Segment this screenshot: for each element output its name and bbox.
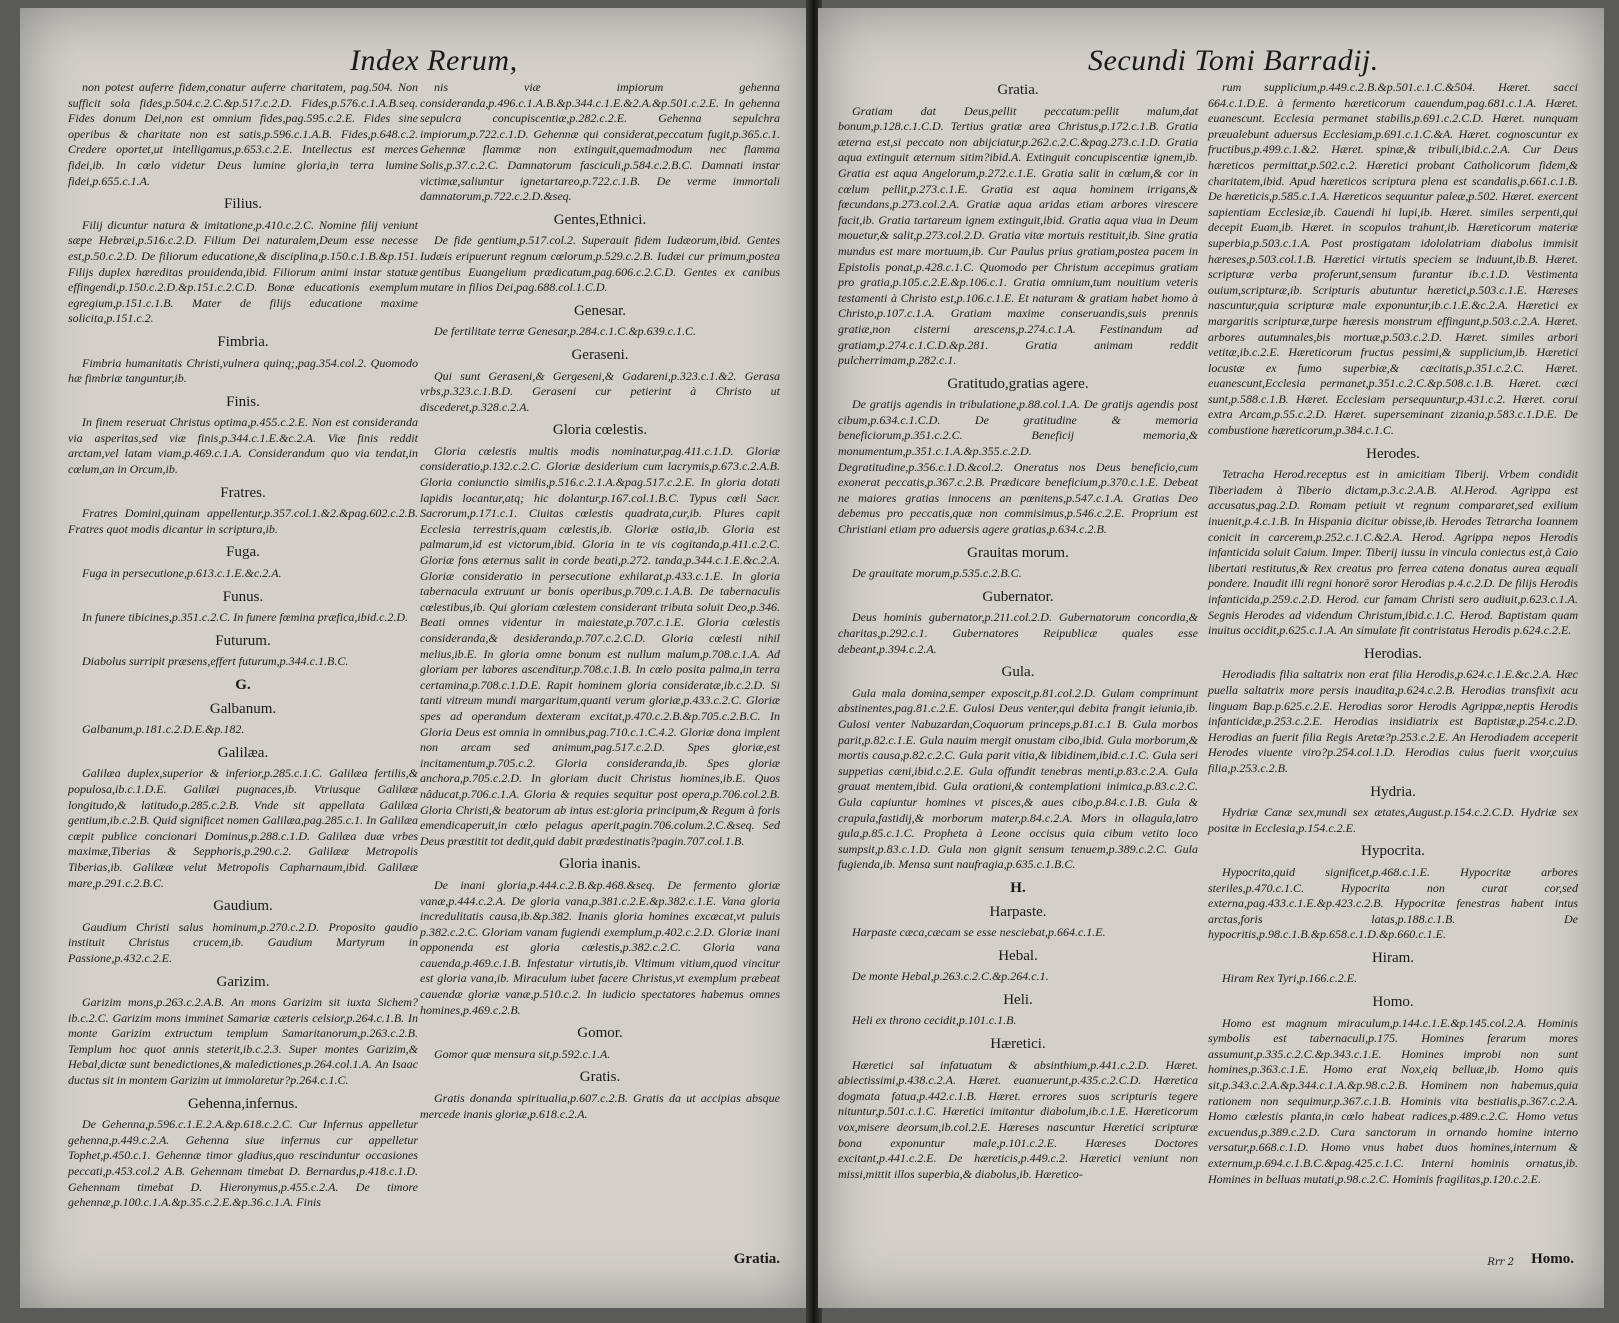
index-entry: [420, 1070, 780, 1122]
entry-text: Diabolus surripit præsens,effert futurum,p.344.c.1.B.C.: [82, 654, 349, 669]
entry-text: Fimbria humanitatis Christi,vulnera quinq;,pag.354.col.2. Quomodo hæ fimbriæ tanguntur,ib.: [68, 355, 418, 386]
entry-text: rum supplicium,p.449.c.2.B.&p.501.c.1.C.&504. Hæret. sacci 664.c.1.D.E. à fermento hæreticorum cauendum,pag.681.c.1.A. Hæret. euanescunt. Ecclesia permanet stabilis,p.691.c.2.C.D. Hæret. nunquam præualebunt aduersus Ecclesiam,p.691.c.1.C.&A. Hæret. cognoscuntur ex fructibus,p.499.c.1.&2. Hæret. spinæ,& tribuli,ibid.c.2.A. Cur Deus hæreticos permittat,p.502.c.2. Hæretici probant Catholicorum fidem,& charitatem,ibid. Apud hæreticos scriptura plena est scandalis,p.661.c.1.B. De hæreticis,p.585.c.1.A. Hæreticos sequuntur paleæ,p.502. Hæret. exercent sapientiam Ecclesiæ,ib. Cauendi hi lupi,ib. Hæret. similes serpenti,qui decepit Euam,ib. Hæret. in scopulos trahunt,ib. Hæreticorum materiæ superbia,p.503.c.1.A. Post prostigatam idololatriam diabolus immisit hæreses,p.503.col.1.B. Hæretici virtutis speciem se induunt,ib.B. Hæret. scripturæ verba proferunt,sensum furantur ib.c.1.D. Vestimenta ouium,scripturæ,ib. Scripturis abutuntur hæretici,p.503.c.1.E. Hæreses nascuntur,quia scripturæ male exponuntur,ib.c.1.E.&c.2.A. Hæretici ex margaritis scripturæ,turpe hæresis monstrum effingunt,p.503.c.2.A. Hæret. arbores autumnales,bis mortuæ,p.503.c.2.D. Hæret. similes arbori vetitæ,ib.c.2.E. Hæreticorum fructus pessimi,& supplicium,ib. Hæretici locustæ ex fumo superbiæ,& cæcitatis,p.351.c.2.C. Hæret. euanescunt,Ecclesia permanet,p.351.c.2.C.&p.508.c.1.B. Hæret. cæci sunt,p.588.c.1.B. Hæret. Ecclesiam persequuntur,p.431.c.2. Hæret. corui extra Arcam,p.55.c.2.D. Hæret. superseminant zizania,p.583.c.1.D.E. De combustione hæreticorum,p.384.c.1.C.: [1208, 80, 1578, 438]
entry-text: Gratis donanda spiritualia,p.607.c.2.B. Gratis da ut accipias absque mercede inanis gloriæ,p.618.c.2.A.: [420, 1091, 780, 1121]
entry-text: Garizim mons,p.263.c.2.A.B. An mons Garizim sit iuxta Sichem?ib.c.2.C. Garizim mons imminet Samariæ cæteris celsior,p.264.c.1.B. In monte Garizim extructum templum Samaritanorum,p.263.c.2.B. Templum hoc quot annis steterit,ib.c.2.3. Super montes Garizim,& Hebal,dictæ sunt benedictiones,& maledictiones,p.264.col.1.A. An Isaac ductus sit in montem Garizim ut immolaretur?p.264.c.1.C.: [68, 995, 418, 1088]
index-entry: [1208, 844, 1578, 943]
entry-heading: Gomor.: [577, 1025, 623, 1042]
catchword-left: Gratia.: [733, 1251, 780, 1267]
entry-heading: H.: [1010, 879, 1026, 896]
index-entry: [838, 590, 1198, 657]
entry-heading: Gentes,Ethnici.: [553, 211, 647, 228]
entry-text: nis viæ impiorum gehenna consideranda,p.496.c.1.A.B.&p.344.c.1.E.&2.A.&p.501.c.2.E. In gehenna sepulcra concupiscentiæ,p.282.c.2.E. Gehenna sepulchra impiorum,p.722.c.1.D. Gehennæ qui considerat,peccatum fugit,p.365.c.1. Gehennæ flammæ non extinguit,quemadmodum nec flamma Solis,p.37.c.2.C. Damnatorum fasciculi,p.584.c.2.B.C. Damnati instar victimæ,saliuntur ignetartareo,p.722.c.1.B. De verme immortali damnatorum,p.722.c.2.D.&seq.: [420, 80, 780, 204]
index-entry: [420, 348, 780, 415]
index-entry: [68, 634, 418, 670]
right-column-1: [838, 80, 1198, 1190]
entry-heading: Hypocrita.: [1361, 843, 1425, 860]
index-entry: [68, 1097, 418, 1211]
index-entry: [420, 423, 780, 849]
left-page: [20, 8, 810, 1308]
index-entry: [68, 395, 418, 478]
entry-heading: Gehenna,infernus.: [188, 1095, 298, 1112]
entry-heading: Heli.: [1003, 991, 1033, 1008]
index-entry: [838, 83, 1198, 369]
entry-text: Gloria cœlestis multis modis nominatur,pag.411.c.1.D. Gloriæ consideratio,p.132.c.2.C. Gloriæ desiderium cum lacrymis,p.673.c.2.A.B. Gloria coniunctio similis,p.516.c.2.1.A.&pag.517.c.2.E. In gloria dotati lapidis locantur,atq; hic dolantur,p.167.col.1.B.C. Typus cœli Sacr. Sacrorum,p.171.c.1. Ciuitas cœlestis quadrata,cur,ib. Plures capit Ecclesia terrestris,quam cœlestis,ib. Gloriæ ostia,ib. Gloria est palmarum,id est victorum,ibid. Gloria in te vis cogitanda,p.411.c.2.C. Gloriæ fons æternus salit in corde beati,p.272. tanda,p.344.c.1.E.&c.2.A. Gloriæ consideratio in persecutione exhilarat,p.433.c.1.E. In gloria tabernacula extruunt ur bonis operibus,p.709.c.1.A.B. De tabernaculis cœlestibus,ib. Qui gloriam cœlestem considerant tributa soluit Deo,p.346. Beati omnes videntur in maiestate,p.707.c.1.E. Gloria cœlestis consideranda,& desideranda,p.707.c.2.C.D. Gloria cœlesti nihil melius,ib.E. In gloria omne bonum est nullum malum,p.708.c.1.A. Ad gloriam per labores ascenditur,p.708.c.1.B. In cœlo posita palma,in terra certamina,p.708.c.1.D.E. Rapit hominem gloria consideratæ,ib.c.2.D. Si tanti vitreum mundi margaritum,quanti verum gloriæ,p.433.c.2.C. Gloriæ spes ad operandum dexteram excitat,p.470.c.2.B.&p.705.c.2.B.C. In Gloria Deus est omnia in omnibus,pag.710.c.1.C.4.2. Gloriæ dona implent non arcam sed animum,pag.517.c.2.D. Spes gloriæ,est incitamentum,p.705.c.2. Gloria consideranda,ib. Spes gloriæ anchora,p.705.c.2.D. In gloriam ducit Christus homines,ib.E. Quos nâducat,p.706.c.1.A. Gloria & requies sequitur post opera,p.706.col.2.B. Gloria Christi,& beatorum ab intus est:gloria principum,& Regum à foris emendicaperuit,in cœlo pelagus aperit,pagin.706.colum.2.C.&seq. Sed Deus præstitit tot dedit,quid dabit prædestinatis?pagin.707.col.1.B.: [420, 443, 780, 848]
entry-text: De Gehenna,p.596.c.1.E.2.A.&p.618.c.2.C. Cur Infernus appelletur gehenna,p.449.c.2.A. Gehenna siue infernus cur appelletur Tophet,p.450.c.1. Gehennæ timor gladius,quo rescinduntur occasiones peccati,p.453.col.2 A.B. Gehennam timebat D. Bernardus,p.418.c.1.D. Gehennam timebat D. Hieronymus,p.455.c.2.A. De timore gehennæ,p.100.c.1.A.&p.35.c.2.E.&p.36.c.1.A. Finis: [68, 1117, 418, 1210]
signature-mark: Rrr 2: [1487, 1257, 1514, 1268]
index-entry: [1208, 80, 1578, 439]
index-entry: [1208, 647, 1578, 777]
index-entry: [1208, 785, 1578, 837]
entry-text: Gratiam dat Deus,pellit peccatum:pellit malum,dat bonum,p.128.c.1.C.D. Tertius gratiæ area Christus,p.172.c.1.B. Gratia æterna est,si peccato non abijciatur,p.262.c.2.C.&pag.273.c.1.D. Gratia aqua extinguit æternum sitim?ibid.A. Extinguit concupiscentiæ ignem,ib. Gratia est aqua Angelorum,p.272.c.1.E. Gratia salit in cœlum,& cor in cœlum pellit,p.273.c.1.E. Gratia est aqua hominem irrigans,& fœcundans,p.273.col.2.A. Gratiæ aqua aridas etiam arbores virescere facit,ib. Gratia tartareum ignem extinguit,ibid. Gratia aqua viua in Deum mouetur,& salit,p.273.col.2.D. Gratia vitæ mortuis restituit,ib. Sine gratia mundus est mare mortuum,ib. Cur Paulus prius gratiam,postea pacem in Epistolis ponat,p.428.c.1.C. Quomodo per Christum accepimus gratiam pro gratia,p.105.c.2.E.&p.106.c.1. Gratia omnium,tum nouitium veteris testamenti à Christo est,p.106.c.1.E. Et naturam & gratiam habet homo à Christo,p.107.c.1.A. Gratiam maxime conseruandis,suis prennis gratiæ,non cisterni arescens,p.274.c.1.A. Festinandum ad gratiam,p.274.c.1.C.D.&p.281. Gratia animam reddit pulcherrimam,p.282.c.1.: [838, 103, 1198, 368]
entry-heading: Genesar.: [573, 302, 627, 319]
entry-text: De inani gloria,p.444.c.2.B.&p.468.&seq. De fermento gloriæ vanæ,p.444.c.2.A. De gloria vana,p.381.c.2.E.&p.382.c.1.E. Vana gloria incredulitatis causa,ib.&p.382. Inanis gloria homines excæcat,vt puluis p.382.c.2.C. Gloriam vanam fugiendi exemplum,p.402.c.2.D. Gloriæ inani opponenda est gloria cœlestis,p.382.c.2.C. Gloria vana cauenda,p.469.c.1.B. Infestatur virtutis,ib. Vltimum vitium,quod vincitur est gloria vana,ib. Miraculum iubet facere Christus,vt exemplum præbeat cauendæ gloriæ vanæ,p.510.c.2. In iudicio spectatores habemus omnes homines,p.469.c.2.B.: [420, 877, 780, 1017]
entry-text: De grauitate morum,p.535.c.2.B.C.: [852, 566, 1022, 581]
entry-heading: Gula.: [1001, 664, 1035, 681]
entry-heading: Galbanum.: [209, 700, 277, 717]
entry-text: De fide gentium,p.517.col.2. Superauit fidem Iudæorum,ibid. Gentes Iudæis eripuerunt regnum cœlorum,p.529.c.2.B. Iudæi cur primum,postea gentibus Euangelium prædicatum,pag.606.c.2.C.D. Gentes ex canibus mutare in filios Dei,pag.688.col.1.C.D.: [420, 233, 780, 295]
index-entry: [68, 746, 418, 891]
index-entry: [838, 881, 1198, 897]
entry-text: Fratres Domini,quinam appellentur,p.357.col.1.&2.&pag.602.c.2.B. Fratres quot modis dicantur in scriptura,ib.: [68, 506, 418, 536]
entry-heading: Gloria cœlestis.: [552, 422, 648, 439]
entry-text: Fuga in persecutione,p.613.c.1.E.&c.2.A.: [82, 566, 282, 581]
entry-text: Gaudium Christi salus hominum,p.270.c.2.D. Proposito gaudio instituit Christus crucem,ib. Gaudium Martyrum in Passione,p.432.c.2.E.: [68, 919, 418, 965]
entry-text: In funere tibicines,p.351.c.2.C. In funere fœmina præfica,ibid.c.2.D.: [82, 610, 409, 625]
index-entry: [68, 486, 418, 538]
entry-heading: Funus.: [222, 588, 264, 605]
entry-heading: Gaudium.: [213, 898, 273, 915]
index-entry: [838, 993, 1198, 1029]
entry-heading: Herodias.: [1364, 645, 1422, 662]
entry-text: Herodiadis filia saltatrix non erat filia Herodis,p.624.c.1.E.&c.2.A. Hæc puella saltatrix more persis inaudita,p.624.c.2.B. Herodias transfixit acu linguam Bap.p.625.c.2.E. Herodias soror Herodis Agrippæ,neptis Herodis infanticidæ,p.253.c.2.E. Herodias insidiatrix est Baptistæ,p.254.c.2.D. Herodias an fuerit filia Regis Aretæ?p.253.c.2.E. An Herodiadem acceperit Herodes viuente viro?p.254.col.1.D. Herodias cuius fuerit vxor,cuius filia,p.253.c.2.B.: [1208, 667, 1578, 775]
index-entry: [1208, 447, 1578, 639]
entry-text: Homo est magnum miraculum,p.144.c.1.E.&p.145.col.2.A. Hominis symbolis est tabernaculi,p.175. Homines ferarum mores assumunt,p.335.c.2.C.&p.343.c.1.E. Homines improbi non sunt homines,p.363.c.1.E. Homo erat Nox,eiq belluæ,ib. Homo quis sit,p.343.c.2.A.&p.344.c.1.A.&p.98.c.2.B. Hominem non habemus,quia rationem non sequimur,p.367.c.1.B. Hominis vita bestialis,p.367.c.2.A. Homo cœlestis planta,in cœlo habeat radices,p.489.c.2.C. Homo vetus excuendus,p.389.c.2.D. Cura sanctorum in ornando homine interno versatur,p.668.c.1.D. Homo vnus habet duos homines,internum & externum,p.694.c.1.B.C.&pag.425.c.1.C. Interni hominis ornatus,ib. Homines in belluas mutati,p.98.c.2.C. Hominis fragilitas,p.120.c.2.E.: [1208, 1015, 1578, 1186]
entry-text: Tetracha Herod.receptus est in amicitiam Tiberij. Vrbem condidit Tiberiadem à Tiberio dictam,p.3.c.2.A.B. Al.Herod. Agrippa est accusatus,pag.2.D. Romam petiuit vt regnum compararet,sed exilium inuenit,p.4.c.1.B. In Hispania dicitur obisse,ib. Herodes Tetrarcha Ioannem conicit in carcerem,p.252.c.1.C.&2.A. Herod. Agrippa nepos Herodis infanticida soluit Caium. Imper. Tiberij iussu in vincula coniectus est,à Caio libertati restitutus,& Rex creatus pro ferrea catena donatus aurea æquali pondere. Inaudit illi regni honorē soror Herodias p.4.c.2.D. De filijs Herodis infanticida,p.259.c.2.D. Herod. cur famam Christi sero audiuit,p.623.c.1.A. Segnis Herodes ad videndum Christum,ibid.c.1.C. Herod. Baptistam quam inuitus occidit,p.625.c.1.A. An simulate fit contristatus Herodis p.624.c.2.E.: [1208, 467, 1578, 638]
index-entry: [838, 905, 1198, 941]
entry-heading: Harpaste.: [989, 903, 1047, 920]
entry-heading: Finis.: [226, 393, 260, 410]
entry-text: Gula mala domina,semper exposcit,p.81.col.2.D. Gulam comprimunt abstinentes,pag.81.c.2.E. Gulosi Deus venter,qui debita frangit ieiunia,ib. Gulosi venter Nabuzardan,Coquorum princeps,p.81.c.1 B. Gula morbos parit,p.82.c.1.E. Gula nauim mergit onustam cibo,ibid. Gula morborum,& mortis causa,p.82.c.2.C. Gula parit vitia,& libidinem,ibid.c.1.C. Gula seri suppetias cæni,ibid.c.2.E. Gula offundit tenebras menti,p.83.c.2.A. Gula grauat mentem,ibid. Gula orationi,& contemplationi inimica,p.83.c.2.C. Gula capiuntur homines vt pisces,& aues cibo,p.84.c.1.B. Gula & crapula,fastidij,& morborum mater,p.84.c.2.A. Mors in ollagula,latro gula,p.85.c.1.C. Propheta à Leone occisus quia cibum vetito loco sumpsit,p.83.c.1.D. Gula non gignit sensum tenuem,p.389.c.2.C. Gula fugienda,ib. Mensa sunt naufragia,p.635.c.1.B.C.: [838, 685, 1198, 872]
entry-text: Filij dicuntur natura & imitatione,p.410.c.2.C. Nomine filij veniunt sæpe Hebræi,p.516.c.2.D. Filium Dei naturalem,Deum esse necesse est,p.50.c.2.D. De filiorum educatione,& disciplina,p.150.c.1.B.&p.151. Filijs duplex hæreditas prouidenda,ibid. Filiorum animi instar statuæ effingendi,p.150.c.2.D.&p.151.c.2.C.D. Bonæ educationis exemplum egregium,p.151.c.1.B. Mater de filijs educatione maxime solicita,p.151.c.2.: [68, 217, 418, 326]
entry-heading: Hiram.: [1371, 949, 1415, 966]
entry-text: Hydriæ Canæ sex,mundi sex ætates,August.p.154.c.2.C.D. Hydriæ sex positæ in Ecclesia,p.154.c.2.E.: [1208, 805, 1578, 835]
index-entry: [838, 949, 1198, 985]
entry-heading: Filius.: [224, 196, 262, 213]
entry-heading: Geraseni.: [571, 346, 629, 363]
entry-text: Hæretici sal infatuatum & absinthium,p.441.c.2.D. Hæret. abiectissimi,p.438.c.2.A. Hæret. euanuerunt,p.435.c.2.C.D. Hæretica dogmata fatua,p.442.c.1.B. Hæret. errores suos scripturis tegere nituntur,p.501.c.1.C. Hæretici imitantur diabolum,ib.c.1.E. Hæreticorum vox,misere deorsum,ib.col.2.E. Hæreses nascuntur Hæretici scripturæ bona exponuntur male,p.101.c.2.E. Hæreses Doctores excitant,p.441.c.2.E. De hæreticis,p.449.c.2. Hæretici veniunt non missi,mittit illos superbia,& diabolus,ib. Hæretico-: [838, 1057, 1198, 1181]
entry-heading: Gratia.: [997, 82, 1039, 98]
entry-heading: Galilæa.: [217, 744, 269, 761]
right-page: [818, 8, 1604, 1308]
entry-text: Qui sunt Geraseni,& Gergeseni,& Gadareni,p.323.c.1.&2. Gerasa vrbs,p.323.c.1.B.D. Geraseni cur petierint à Christo ut discederet,p.328.c.2.A.: [420, 368, 780, 414]
index-entry: [838, 665, 1198, 873]
index-entry: [68, 678, 418, 694]
entry-text: Harpaste cæca,cæcam se esse nesciebat,p.664.c.1.E.: [852, 925, 1106, 940]
entry-heading: Fuga.: [226, 544, 260, 561]
catchword-right: Homo.: [1531, 1251, 1574, 1267]
entry-text: Galbanum,p.181.c.2.D.E.&p.182.: [82, 722, 245, 737]
right-column-2: [1208, 80, 1578, 1195]
index-entry: [68, 80, 418, 189]
entry-heading: Hydria.: [1370, 783, 1416, 800]
entry-heading: Homo.: [1372, 994, 1414, 1011]
index-entry: [420, 304, 780, 340]
entry-heading: Gratis.: [579, 1069, 621, 1086]
index-entry: [68, 197, 418, 327]
entry-text: Gomor quæ mensura sit,p.592.c.1.A.: [434, 1046, 611, 1061]
index-entry: [68, 899, 418, 966]
running-head-left: Index Rerum,: [350, 44, 518, 77]
index-entry: [68, 335, 418, 387]
entry-heading: Futurum.: [215, 632, 271, 649]
index-entry: [68, 545, 418, 581]
entry-heading: Fratres.: [220, 484, 266, 501]
entry-heading: Gratitudo,gratias agere.: [947, 375, 1089, 392]
index-entry: [420, 1026, 780, 1062]
entry-heading: Grauitas morum.: [967, 544, 1069, 561]
index-entry: [420, 80, 780, 205]
entry-text: Hiram Rex Tyri,p.166.c.2.E.: [1222, 971, 1358, 986]
index-entry: [1208, 951, 1578, 987]
index-entry: [838, 1037, 1198, 1182]
entry-text: non potest auferre fidem,conatur auferre charitatem, pag.504. Non sufficit sola fides,p.504.c.2.C.&p.517.c.2.D. Fides,p.576.c.1.A.B.seq. Fides donum Dei,non est omnium fides,pag.595.c.2.E. Fides sine operibus & charitate non est satis,p.596.c.1.A.B. Fides,p.648.c.2. Credere oportet,ut intelligamus,p.653.c.2.E. Intellectus est merces fidei,ib. In cœlo videtur Deus lumine gloria,in terra lumine fidei,p.655.c.1.A.: [68, 80, 418, 188]
entry-heading: Hæretici.: [990, 1036, 1046, 1053]
left-column-2: [420, 80, 780, 1130]
entry-heading: Hebal.: [998, 947, 1038, 964]
index-entry: [420, 213, 780, 296]
entry-text: De monte Hebal,p.263.c.2.C.&p.264.c.1.: [852, 969, 1049, 984]
index-entry: [1208, 995, 1578, 1187]
running-head-right: Secundi Tomi Barradij.: [1088, 44, 1379, 77]
index-entry: [68, 590, 418, 626]
entry-text: Hypocrita,quid significet,p.468.c.1.E. Hypocritæ arbores steriles,p.470.c.1.C. Hypocrita non curat cor,sed externa,pag.433.c.1.E.&p.423.c.2.B. Hypocritæ fenestras habent intus arctas,foris latas,p.188.c.1.B. De hypocritis,p.98.c.1.B.&p.658.c.1.D.&p.660.c.1.E.: [1208, 864, 1578, 942]
entry-heading: G.: [235, 677, 251, 693]
entry-heading: Gubernator.: [982, 588, 1054, 605]
entry-heading: Fimbria.: [217, 333, 269, 350]
index-entry: [68, 702, 418, 738]
index-entry: [838, 546, 1198, 582]
entry-heading: Gloria inanis.: [559, 856, 641, 873]
entry-text: De gratijs agendis in tribulatione,p.88.col.1.A. De gratijs agendis post cibum,p.634.c.1.C.D. De gratitudine & memoria beneficiorum,p.351.c.2.C. Beneficij memoria,& monumentum,p.351.c.1.A.&p.355.c.2.D. Degratitudine,p.356.c.1.D.&col.2. Oneratus nos Deus beneficio,cum exonerat peccatis,p.367.c.2.B. Prædicare beneficium,p.370.c.1.E. Debeat ne maiores gratias innocens an pœnitens,p.547.c.1.A. Gratias Deo debemus pro peccatis,quæ non commisimus,p.546.c.2.E. Proprium est Christiani etiam pro aduersis agere gratias,p.634.c.2.B.: [838, 397, 1198, 537]
index-entry: [838, 377, 1198, 538]
entry-heading: Garizim.: [216, 973, 270, 990]
index-entry: [68, 975, 418, 1089]
entry-heading: Herodes.: [1366, 445, 1420, 462]
entry-text: Galilæa duplex,superior & inferior,p.285.c.1.C. Galilæa fertilis,& populosa,ib.c.1.D.E. Galilæi pugnaces,ib. Vtriusque Galilææ longitudo,& latitudo,p.285.c.2.B. Vnde sit appellata Galilæa gentium,ib.c.2.B. Quid significet nomen Galilæa,pag.285.c.1. In Galilæa cœpit publice concionari Dominus,p.288.c.1.D. Galilæa duæ vrbes maximæ,Tiberias & Sepphoris,p.290.c.2. Galilææ Metropolis Tiberias,ib. Galilææ velut Metropolis Capharnaum,ibid. Galilææ mare,p.291.c.2.B.C.: [68, 766, 418, 890]
entry-text: In finem reseruat Christus optima,p.455.c.2.E. Non est consideranda via asperitas,sed viæ finis,p.344.c.1.E.&c.2.A. Viæ finis reddit arctam,vel latam viam,p.469.c.1.A. Considerandum quo via tendat,in cœlum,an in Orcum,ib.: [68, 415, 418, 477]
index-entry: [420, 857, 780, 1018]
entry-text: De fertilitate terræ Genesar,p.284.c.1.C.&p.639.c.1.C.: [434, 324, 696, 339]
entry-text: Deus hominis gubernator,p.211.col.2.D. Gubernatorum concordia,& charitas,p.292.c.1. Gubernatores Reipublicæ quales esse debeant,p.394.c.2.A.: [838, 610, 1198, 656]
entry-text: Heli ex throno cecidit,p.101.c.1.B.: [852, 1013, 1017, 1028]
left-column-1: [68, 80, 418, 1219]
